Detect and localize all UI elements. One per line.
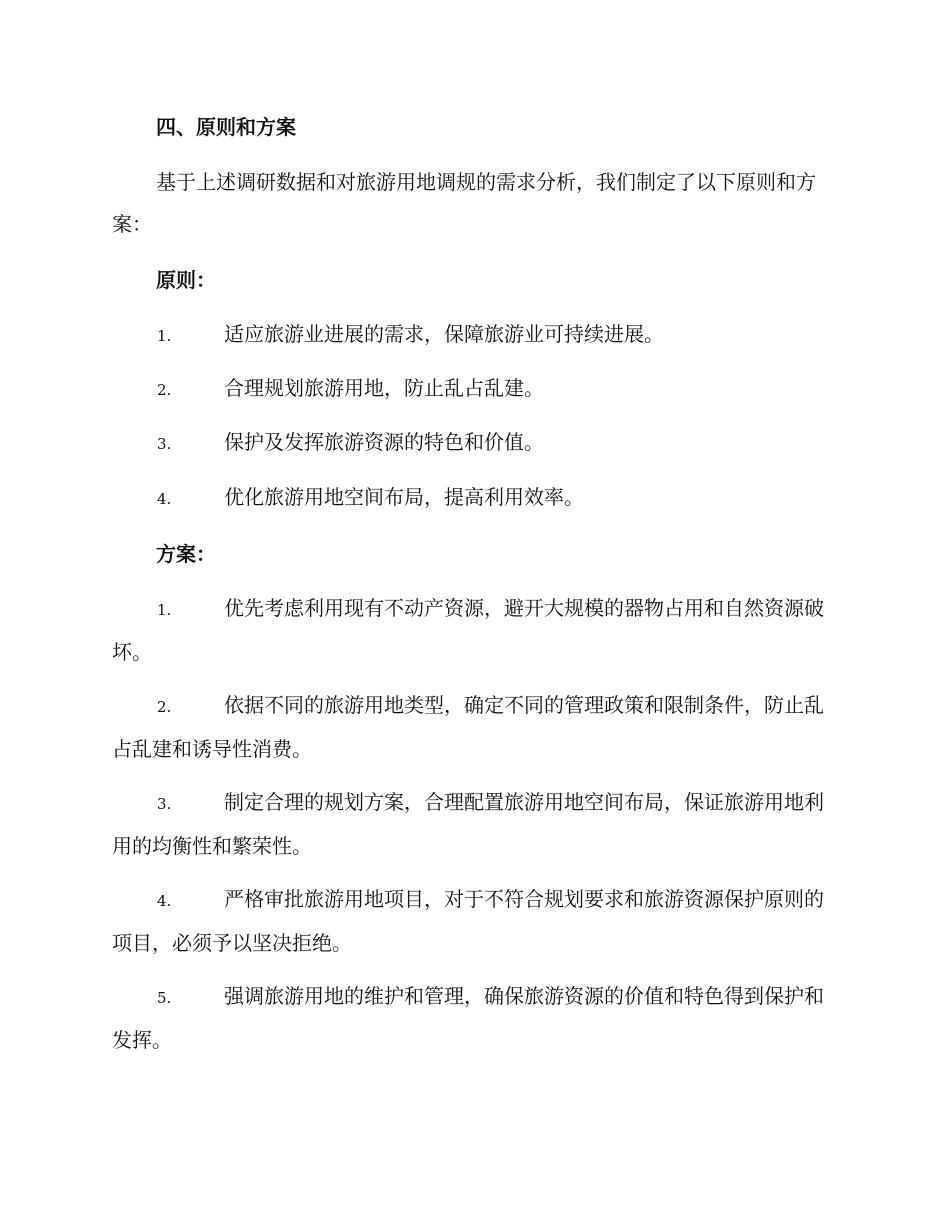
list-text: 优先考虑利用现有不动产资源，避开大规模的器物占用和自然资源破坏。: [112, 596, 824, 664]
list-number: 3.: [157, 435, 172, 453]
intro-paragraph: 基于上述调研数据和对旅游用地调规的需求分析，我们制定了以下原则和方案：: [112, 170, 816, 236]
principle-item: [112, 367, 834, 411]
list-text: 严格审批旅游用地项目，对于不符合规划要求和旅游资源保护原则的项目，必须予以坚决拒绝。: [112, 887, 824, 955]
list-number: 4.: [157, 892, 172, 910]
principles-heading: 原则：: [156, 268, 216, 292]
list-number: 1.: [157, 601, 172, 619]
principle-item: [112, 313, 834, 357]
list-text: 适应旅游业进展的需求，保障旅游业可持续进展。: [224, 322, 664, 346]
plan-item: [112, 878, 834, 964]
list-number: 2.: [157, 381, 172, 399]
plan-item: [112, 975, 834, 1061]
list-number: 1.: [157, 327, 172, 345]
list-number: 5.: [157, 989, 172, 1007]
principle-item: [112, 421, 834, 465]
list-number: 3.: [157, 795, 172, 813]
plans-heading: 方案：: [156, 542, 216, 566]
plan-item: [112, 781, 834, 867]
list-text: 合理规划旅游用地，防止乱占乱建。: [224, 376, 544, 400]
list-number: 2.: [157, 698, 172, 716]
plan-item: [112, 587, 834, 673]
list-text: 优化旅游用地空间布局，提高利用效率。: [224, 485, 584, 509]
section-title: 四、原则和方案: [156, 115, 296, 139]
list-number: 4.: [157, 490, 172, 508]
list-text: 强调旅游用地的维护和管理，确保旅游资源的价值和特色得到保护和发挥。: [112, 984, 824, 1052]
plan-item: [112, 684, 834, 770]
principle-item: [112, 476, 834, 520]
list-text: 制定合理的规划方案，合理配置旅游用地空间布局，保证旅游用地利用的均衡性和繁荣性。: [112, 790, 824, 858]
list-text: 保护及发挥旅游资源的特色和价值。: [224, 430, 544, 454]
list-text: 依据不同的旅游用地类型，确定不同的管理政策和限制条件，防止乱占乱建和诱导性消费。: [112, 693, 824, 761]
